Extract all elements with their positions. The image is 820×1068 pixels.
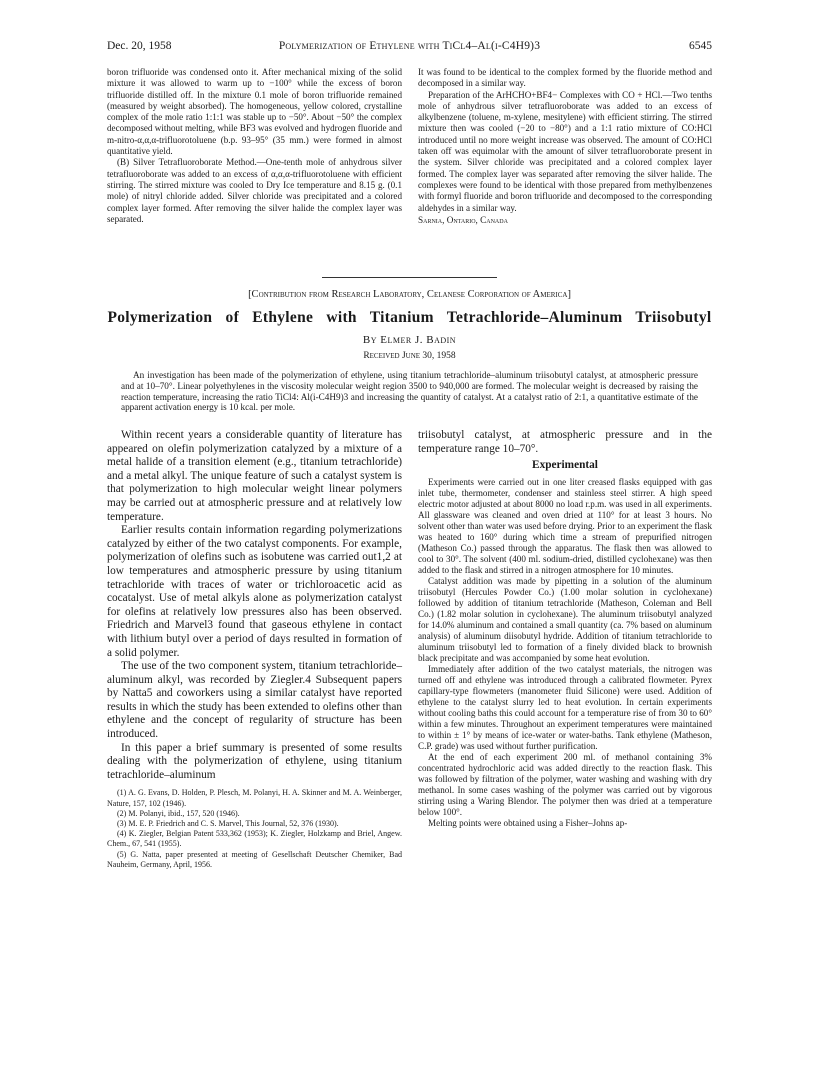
body-paragraph: Within recent years a considerable quantity of literature has appeared on olefin polymerization catalyzed by a mixture of a metal halide of a transition element (e.g., titanium tetrachloride) and a metal alkyl. The unique feature of such a catalyst system is that polymerization to high molecular weight linear polymers may be carried out at atmospheric pressure and at relatively low temperature.: [107, 429, 402, 523]
author-location: Sarnia, Ontario, Canada: [418, 214, 508, 225]
footnote: (5) G. Natta, paper presented at meeting of Gesellschaft Deutscher Chemiker, Bad Nauheim, Germany, April, 1956.: [107, 849, 402, 869]
prev-paragraph: Preparation of the ArHCHO+BF4− Complexes with CO + HCl.—Two tenths mole of anhydrous silver tetrafluoroborate was added to an excess of alkylbenzene (toluene, m-xylene, mesitylene) with efficient stirring. The stirred mixture then was cooled (−20 to −80°) and a 1:1 ratio mixture of CO:HCl introduced until no more weight increase was observed. The amount of CO:HCl taken off was equimolar with the amount of silver tetrafluoroborate present in the system. Silver chloride was precipitated and a colored complex layer formed. The complex layer was separated after removing the silver halide. The complexes were found to be identical with those prepared from methylbenzenes with formyl fluoride and boron trifluoride and decomposed to the corresponding aldehydes in a similar way.: [418, 89, 712, 213]
prev-article-left-column: [107, 67, 402, 225]
running-head: [107, 40, 712, 54]
experimental-paragraph: Melting points were obtained using a Fisher–Johns ap-: [428, 818, 628, 828]
received-date: Received June 30, 1958: [363, 351, 456, 361]
experimental-heading: Experimental: [532, 459, 598, 471]
header-date: Dec. 20, 1958: [107, 40, 172, 52]
section-divider: [322, 277, 497, 278]
experimental-section: [418, 477, 712, 829]
footnote: (2) M. Polanyi, ibid., 157, 520 (1946).: [117, 808, 240, 818]
footnote: (3) M. E. P. Friedrich and C. S. Marvel, This Journal, 52, 376 (1930).: [117, 819, 339, 829]
page-number: 6545: [689, 40, 712, 52]
experimental-paragraph: Experiments were carried out in one liter creased flasks equipped with gas inlet tube, thermometer, condenser and stainless steel stirrer. A high speed electric motor adjusted at about 8000 no load r.p.m. was used in all experiments. All glassware was cleaned and oven dried at 110° for at least 3 hours. No solvent other than water was used before drying. Prior to an experiment the flask was heated to 160° during which time a stream of prepurified nitrogen (Matheson Co.) passed through the apparatus. The flask then was allowed to cool to 30°. The solvent (400 ml. sodium-dried, distilled cyclohexane) was then added to the flask and stirred in a nitrogen atmosphere for 10 minutes.: [418, 477, 712, 575]
prev-paragraph: boron trifluoride was condensed onto it. After mechanical mixing of the solid mixture it was allowed to warm up to −100° while the excess of boron trifluoride distilled off. In the mixture 0.1 mole of boron trifluoride remained (measured by weight absorbed). The homogeneous, yellow colored, crystalline complex of the mole ratio 1:1:1 was stable up to −50°. About −50° the complex decomposed without melting, while BF3 was evolved and hydrogen fluoride and m-nitro-α,α,α-trifluorotoluene (b.p. 93–95° (35 mm.) were formed in almost quantitative yield.: [107, 67, 402, 157]
contribution-line: [Contribution from Research Laboratory, Celanese Corporation of America]: [248, 289, 571, 300]
footnote: (1) A. G. Evans, D. Holden, P. Plesch, M. Polanyi, H. A. Skinner and M. A. Weinberger, Nature, 157, 102 (1946).: [107, 788, 402, 808]
body-paragraph: Earlier results contain information regarding polymerizations catalyzed by either of the two catalyst components. For example, polymerization of olefins such as isobutene was carried out1,2 at low temperatures and atmospheric pressure by using titanium tetrachloride with traces of water or trichloroacetic acid as cocatalyst. Use of metal alkyls alone as polymerization catalyst for olefins at relatively low pressures also has been observed. Friedrich and Marvel3 found that gaseous ethylene in contact with lithium butyl over a period of days resulted in formation of a solid polymer.: [107, 524, 402, 659]
experimental-paragraph: Catalyst addition was made by pipetting in a solution of the aluminum triisobutyl (Hercules Powder Co.) (1.00 molar solution in cyclohexane) followed by addition of titanium tetrachloride (Matheson, Coleman and Bell Co.) (1.82 molar solution in cyclohexane). The aluminum triisobutyl analyzed for 14.0% aluminum and contained a small quantity (ca. 7% based on aluminum analysis) of aluminum diisobutyl hydride. Addition of titanium tetrachloride to aluminum triisobutyl led to formation of a finely divided black to brownish black precipitate and was accompanied by some heat evolution.: [418, 576, 712, 663]
body-paragraph: triisobutyl catalyst, at atmospheric pressure and in the temperature range 10–70°.: [418, 429, 712, 455]
paper-title: Polymerization of Ethylene with Titanium Tetrachloride–Aluminum Triisobutyl: [107, 309, 712, 326]
footnote: (4) K. Ziegler, Belgian Patent 533,362 (1953); K. Ziegler, Holzkamp and Briel, Angew. Chem., 67, 541 (1955).: [107, 829, 402, 849]
footnotes: [107, 788, 402, 870]
author-byline: By Elmer J. Badin: [362, 334, 457, 346]
prev-article-right-column: [418, 67, 712, 226]
running-title: Polymerization of Ethylene with TiCl4–Al(i-C4H9)3: [278, 40, 541, 52]
experimental-paragraph: Immediately after addition of the two catalyst materials, the nitrogen was turned off and ethylene was introduced through a calibrated flowmeter. Pyrex capillary-type flowmeters (manometer fluid Silicone) were used. Addition of ethylene to the catalyst slurry led to heat evolution. In certain experiments without cooling baths this could account for a temperature rise of from 30 to 60° within a few minutes. Throughout an experiment temperatures were maintained to within ± 1° by means of ice-water or water-baths. Tank ethylene (Matheson, C.P. grade) was used without further purification.: [418, 664, 712, 751]
main-left-column: [107, 429, 402, 870]
body-paragraph: In this paper a brief summary is presented of some results dealing with the polymerization of ethylene, using titanium tetrachloride–aluminum: [107, 741, 402, 781]
experimental-paragraph: At the end of each experiment 200 ml. of methanol containing 3% concentrated hydrochloric acid was added directly to the reaction flask. This was followed by filtration of the polymer, water washing and washing with dry methanol. In some cases washing of the polymer was carried out by vigorous stirring using a Waring Blendor. The polymer then was dried at a temperature below 100°.: [418, 752, 712, 817]
intro-continuation: [418, 429, 712, 456]
prev-paragraph: It was found to be identical to the complex formed by the fluoride method and decomposed in a similar way.: [418, 67, 712, 89]
prev-paragraph: (B) Silver Tetrafluoroborate Method.—One-tenth mole of anhydrous silver tetrafluoroborate was added to an excess of α,α,α-trifluorotoluene with efficient stirring. The stirred mixture was cooled to Dry Ice temperature and 8.15 g. (0.1 mole) of nitryl chloride added. Silver chloride was precipitated and a colored complex layer formed. After removing the silver halide the complex layer was separated.: [107, 157, 402, 224]
body-paragraph: The use of the two component system, titanium tetrachloride–aluminum alkyl, was recorded by Ziegler.4 Subsequent papers by Natta5 and coworkers using a similar catalyst have reported results in which the study has been extended to olefins other than ethylene and the concept of regularity of structure has been introduced.: [107, 660, 402, 741]
abstract: An investigation has been made of the polymerization of ethylene, using titanium tetrachloride–aluminum triisobutyl catalyst, at atmospheric pressure and at 10–70°. Linear polyethylenes in the viscosity molecular weight region 3500 to 940,000 are formed. The molecular weight is decreased by raising the reaction temperature, increasing the ratio TiCl4: Al(i-C4H9)3 and increasing the quantity of catalyst. At a catalyst ratio of 2:1, a quantitative estimate of the apparent activation energy is 10 kcal. per mole.: [121, 370, 698, 413]
